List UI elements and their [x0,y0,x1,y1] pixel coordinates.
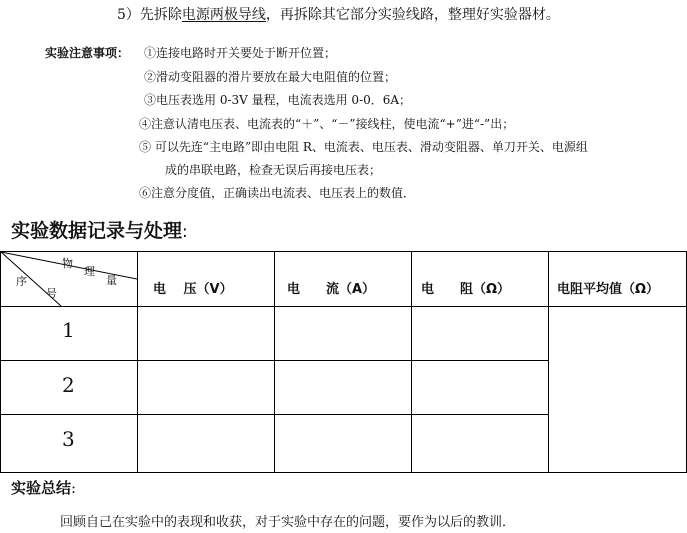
row-number-1: 1 [62,318,75,342]
corner-label-top-3: 量 [106,274,117,287]
corner-label-left-1: 序 [16,275,27,288]
step-5-underlined: 电源两极导线 [181,7,266,23]
header-avg-resistance: 电阻平均值（Ω） [557,282,660,297]
data-section-colon: : [182,222,188,242]
data-section-title [11,216,188,243]
header-current: 电 流（A） [287,282,376,297]
note-5-cont: 成的串联电路，检查无误后再接电压表； [165,163,382,177]
note-4: ④注意认清电压表、电流表的“＋”、“－”接线柱，使电流“+”进“-”出； [139,117,515,131]
summary-colon: : [71,479,77,497]
note-2: ②滑动变阻器的滑片要放在最大电阻值的位置； [144,70,397,84]
data-section-title-text: 实验数据记录与处理 [11,220,183,242]
note-5: ⑤ 可以先连“主电路”即由电阻 R、电流表、电压表、滑动变阻器、单刀开关、电源组 [139,140,588,154]
table-bottom-border [0,472,686,473]
summary-text: 回顾自己在实验中的表现和收获，对于实验中存在的问题，要作为以后的教训． [60,515,516,530]
table-col-divider-3 [411,251,412,473]
table-col-divider-1 [137,251,138,473]
corner-label-top-2: 理 [84,265,95,278]
table-header-divider [0,306,687,307]
corner-label-top-1: 物 [62,257,73,270]
step-5-line [117,4,560,24]
step-5-suffix: ，再拆除其它部分实验线路，整理好实验器材。 [265,7,560,23]
note-3: ③电压表选用 0-3V 量程，电流表选用 0-0．6A； [144,93,412,107]
note-6: ⑥注意分度值，正确读出电流表、电压表上的数值． [139,186,416,200]
table-col-divider-4 [548,251,549,473]
corner-label-left-2: 号 [46,287,57,300]
note-1: ①连接电路时开关要处于断开位置； [144,46,337,60]
row-number-2: 2 [62,373,75,397]
step-5-prefix: 5）先拆除 [117,7,182,23]
summary-title [11,477,76,498]
table-col-divider-2 [274,251,275,473]
summary-title-text: 实验总结 [11,479,72,497]
header-resistance: 电 阻（Ω） [421,282,511,297]
notes-heading: 实验注意事项： [45,46,130,60]
row-number-3: 3 [62,427,75,451]
header-voltage: 电 压（V） [153,282,233,297]
